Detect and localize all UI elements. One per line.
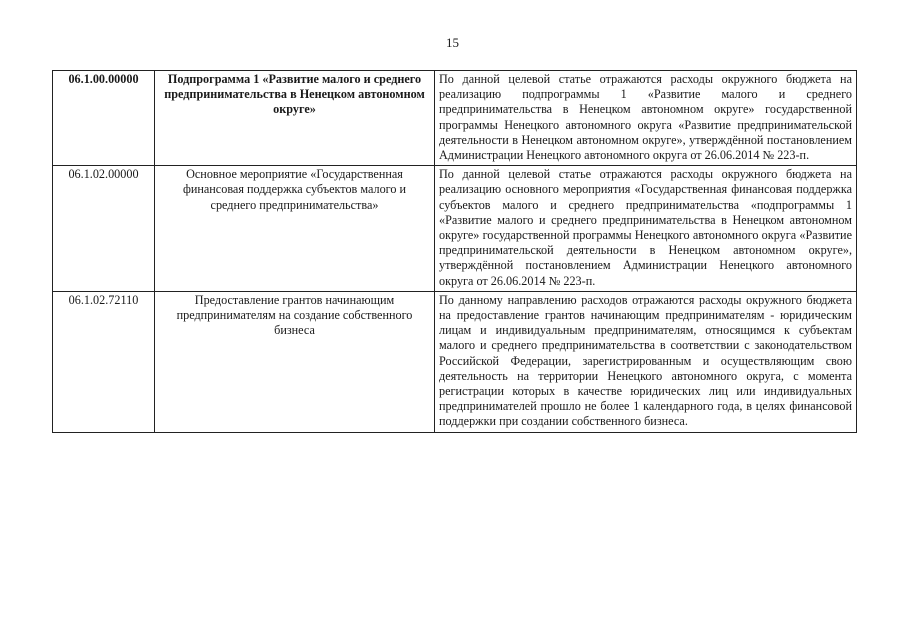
target-article-code: 06.1.02.72110 bbox=[53, 291, 155, 432]
target-article-description: По данной целевой статье отражаются расходы окружного бюджета на реализацию основного мероприятия «Государственная финансовая поддержка субъектов малого и среднего предпринимательства «подпрограммы 1 «Развитие малого и среднего предпринимательства в Ненецком автономном округе» государственной программы Ненецкого автономного округа «Развитие предпринимательской деятельности в Ненецком автономном округе», утверждённой постановлением Администрации Ненецкого автономного округа от 26.06.2014 № 223-п. bbox=[435, 166, 857, 292]
target-article-name: Основное мероприятие «Государственная финансовая поддержка субъектов малого и среднего предпринимательства» bbox=[155, 166, 435, 292]
target-article-description: По данной целевой статье отражаются расходы окружного бюджета на реализацию подпрограммы 1 «Развитие малого и среднего предпринимательства в Ненецком автономном округе» государственной программы Ненецкого автономного округа «Развитие предпринимательской деятельности в Ненецком автономном округе», утверждённой постановлением Администрации Ненецкого автономного округа от 26.06.2014 № 223-п. bbox=[435, 71, 857, 166]
page-number: 15 bbox=[446, 35, 459, 50]
target-article-name: Подпрограмма 1 «Развитие малого и среднего предпринимательства в Ненецком автономном округе» bbox=[155, 71, 435, 166]
table-row bbox=[53, 166, 857, 292]
target-article-name: Предоставление грантов начинающим предпринимателям на создание собственного бизнеса bbox=[155, 291, 435, 432]
target-article-code: 06.1.02.00000 bbox=[53, 166, 155, 292]
budget-classification-table bbox=[52, 70, 857, 433]
table-row bbox=[53, 291, 857, 432]
target-article-description: По данному направлению расходов отражаются расходы окружного бюджета на предоставление грантов начинающим предпринимателям - юридическим лицам и индивидуальным предпринимателям, относящимся к субъектам малого и среднего предпринимательства в соответствии с законодательством Российской Федерации, зарегистрированным и осуществляющим свою деятельность на территории Ненецкого автономного округа, с момента регистрации которых в качестве юридических лиц или индивидуальных предпринимателей прошло не более 1 календарного года, в целях финансовой поддержки при создании собственного бизнеса. bbox=[435, 291, 857, 432]
table-row bbox=[53, 71, 857, 166]
target-article-code: 06.1.00.00000 bbox=[53, 71, 155, 166]
